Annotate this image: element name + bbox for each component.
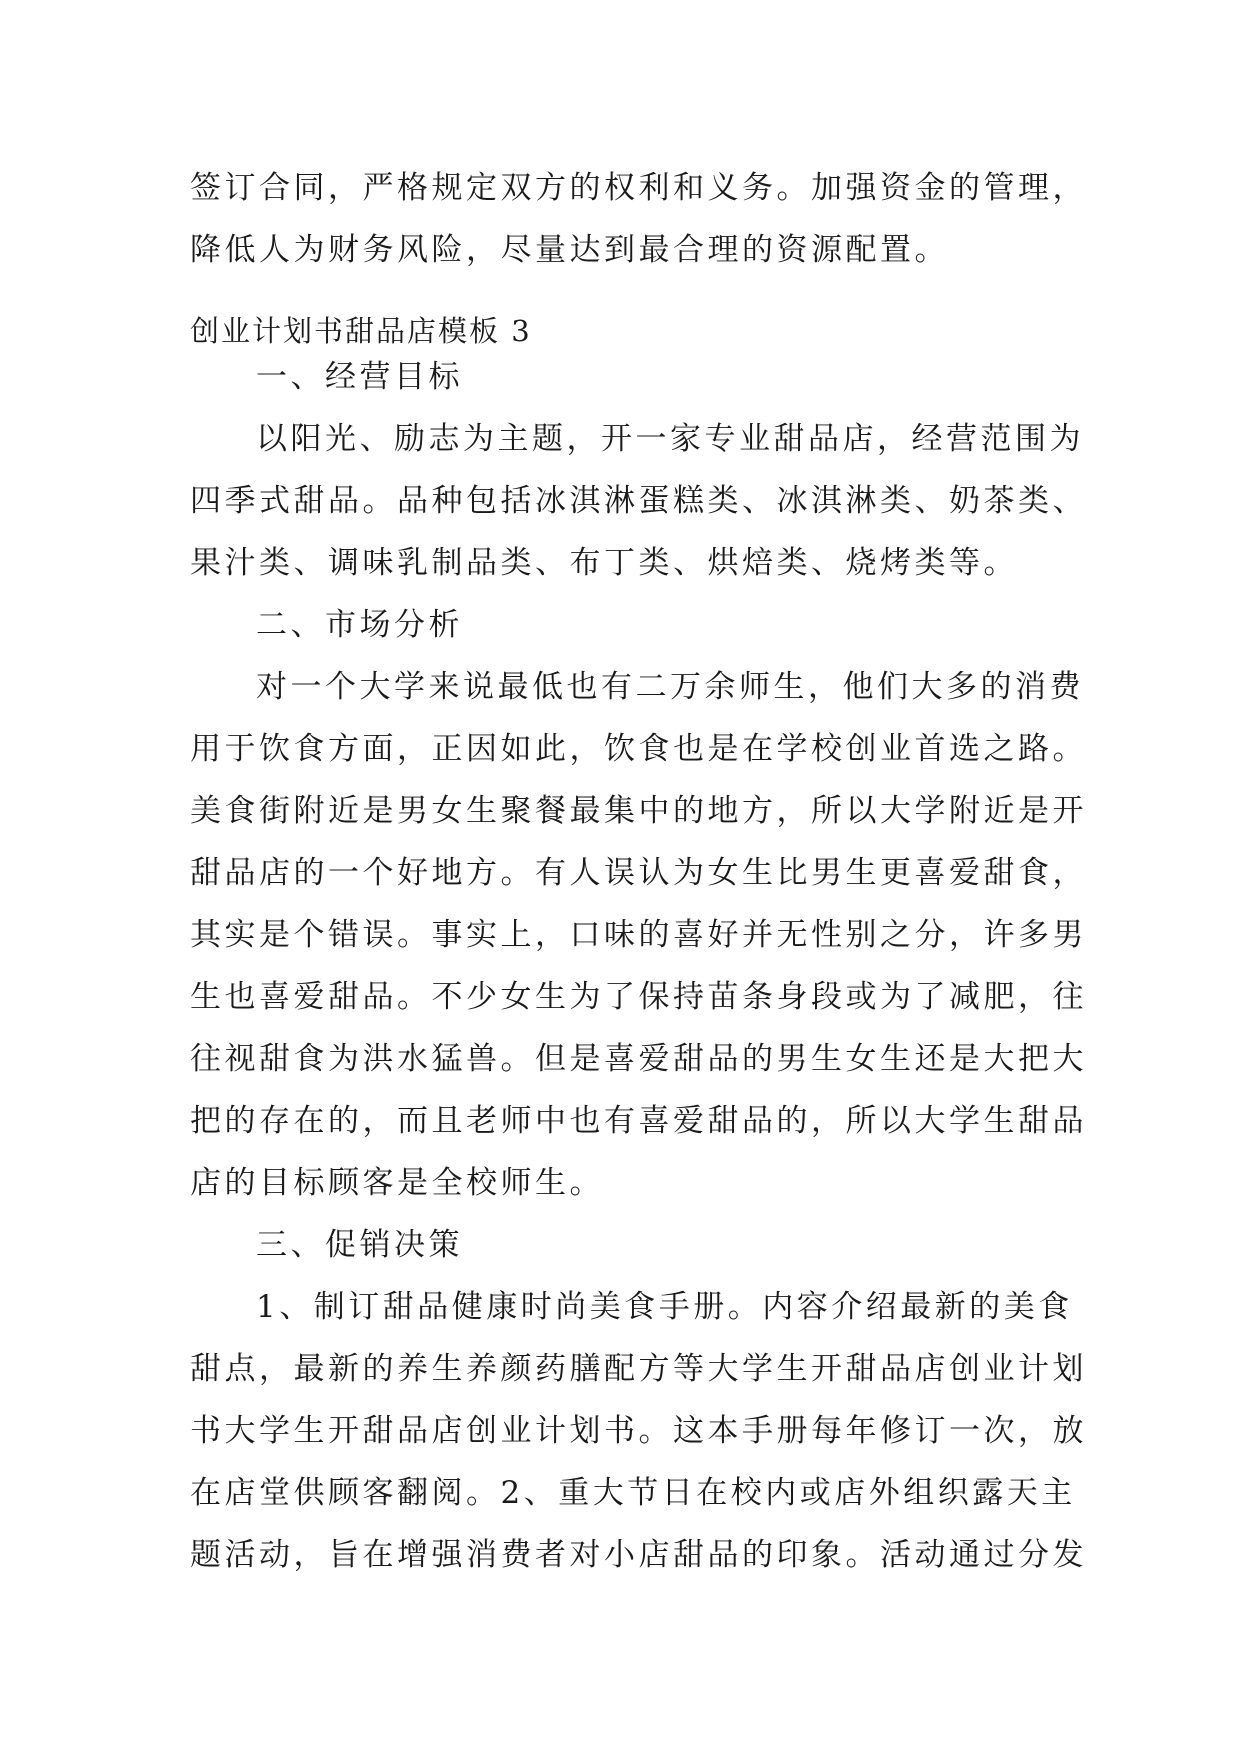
paragraph-first-line: 以阳光、励志为主题，开一家专业甜品店，经营范围为 xyxy=(256,421,1084,457)
paragraph-line: 题活动，旨在增强消费者对小店甜品的印象。活动通过分发 xyxy=(190,1537,1087,1573)
paragraph-line: 往视甜食为洪水猛兽。但是喜爱甜品的男生女生还是大把大 xyxy=(190,1041,1087,1077)
paragraph-line: 把的存在的，而且老师中也有喜爱甜品的，所以大学生甜品 xyxy=(190,1103,1087,1139)
paragraph-line: 其实是个错误。事实上，口味的喜好并无性别之分，许多男 xyxy=(190,917,1087,953)
paragraph-line: 用于饮食方面，正因如此，饮食也是在学校创业首选之路。 xyxy=(190,731,1087,767)
paragraph-line: 果汁类、调味乳制品类、布丁类、烘焙类、烧烤类等。 xyxy=(190,545,1018,581)
paragraph-first-line: 一、经营目标 xyxy=(256,359,463,395)
paragraph-line: 在店堂供顾客翻阅。2、重大节日在校内或店外组织露天主 xyxy=(190,1475,1076,1511)
paragraph-line: 美食街附近是男女生聚餐最集中的地方，所以大学附近是开 xyxy=(190,793,1087,829)
paragraph-line: 四季式甜品。品种包括冰淇淋蛋糕类、冰淇淋类、奶茶类、 xyxy=(190,483,1087,519)
paragraph-first-line: 三、促销决策 xyxy=(256,1227,463,1263)
intro-paragraph xyxy=(190,157,1087,281)
paragraph-line: 签订合同，严格规定双方的权利和义务。加强资金的管理， xyxy=(190,170,1087,206)
paragraph-line: 甜点，最新的养生养颜药膳配方等大学生开甜品店创业计划 xyxy=(190,1351,1087,1387)
body-text xyxy=(190,346,1087,1586)
paragraph-first-line: 1、制订甜品健康时尚美食手册。内容介绍最新的美食 xyxy=(256,1289,1073,1325)
paragraph-line: 生也喜爱甜品。不少女生为了保持苗条身段或为了减肥，往 xyxy=(190,979,1087,1015)
paragraph-line: 降低人为财务风险，尽量达到最合理的资源配置。 xyxy=(190,232,949,268)
paragraph-line: 甜品店的一个好地方。有人误认为女生比男生更喜爱甜食， xyxy=(190,855,1087,891)
section-title: 创业计划书甜品店模板 3 xyxy=(190,314,532,348)
paragraph-line: 书大学生开甜品店创业计划书。这本手册每年修订一次，放 xyxy=(190,1413,1087,1449)
paragraph-first-line: 对一个大学来说最低也有二万余师生，他们大多的消费 xyxy=(256,669,1084,705)
paragraph-line: 店的目标顾客是全校师生。 xyxy=(190,1165,604,1201)
paragraph-first-line: 二、市场分析 xyxy=(256,607,463,643)
